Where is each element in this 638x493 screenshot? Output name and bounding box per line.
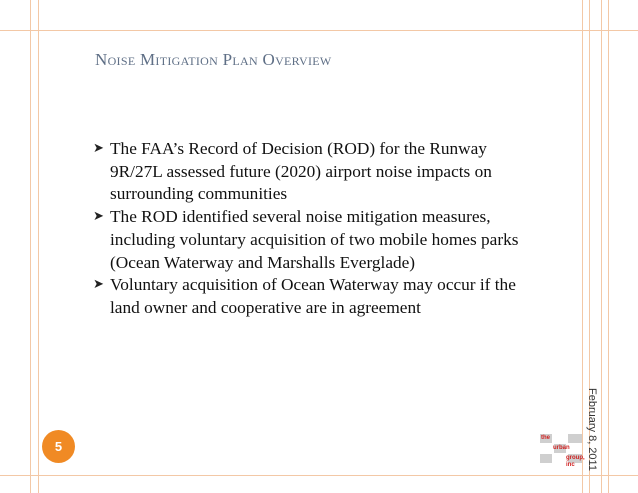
bullet-item xyxy=(93,206,543,274)
bullet-item xyxy=(93,274,543,319)
bullet-text: The FAA’s Record of Decision (ROD) for the Runway 9R/27L assessed future (2020) airport noise impacts on surrounding communities xyxy=(110,139,492,204)
logo-line: group, inc xyxy=(566,455,585,468)
bullet-list xyxy=(93,138,543,320)
right-rule-1 xyxy=(582,0,583,493)
page-number: 5 xyxy=(54,439,63,454)
top-rule xyxy=(0,30,638,31)
bullet-item xyxy=(93,138,543,206)
bullet-text: The ROD identified several noise mitigation measures, including voluntary acquisition of two mobile homes parks (Ocean Waterway and Marshalls Everglade) xyxy=(110,207,519,272)
arrow-bullet-icon: ➤ xyxy=(93,141,104,156)
bottom-rule xyxy=(0,475,638,476)
logo-line: urban xyxy=(553,445,570,451)
arrow-bullet-icon: ➤ xyxy=(93,277,104,293)
arrow-bullet-icon: ➤ xyxy=(93,209,104,225)
left-rule-outer xyxy=(30,0,31,493)
urban-group-logo xyxy=(540,434,590,468)
left-rule-inner xyxy=(38,0,39,493)
right-rule-3 xyxy=(601,0,602,493)
logo-line: the xyxy=(541,435,550,441)
right-rule-4 xyxy=(608,0,609,493)
page-number-badge xyxy=(42,430,75,463)
bullet-text: Voluntary acquisition of Ocean Waterway may occur if the land owner and cooperative are in agreement xyxy=(110,275,516,317)
slide-title: Noise Mitigation Plan Overview xyxy=(95,50,332,69)
slide-date: February 8, 2011 xyxy=(586,388,598,471)
